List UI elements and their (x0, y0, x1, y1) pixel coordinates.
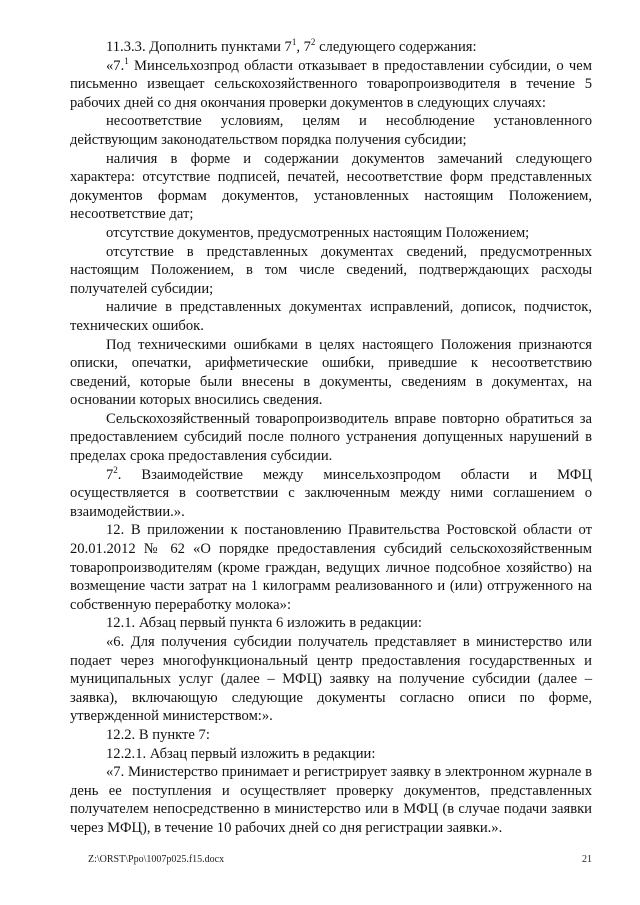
paragraph-condition-5: наличие в представленных документах исправлений, дописок, подчисток, технических ошибок. (70, 299, 592, 334)
paragraph-6-text: «6. Для получения субсидии получатель представляет в министерство или подает через многофункциональный центр предоставления государственных и муниципальных услуг (далее – МФЦ) заявку на получение субсидии (далее – заявка), включающую следующие документы согласно описи по форме, утвержденной министерством:». (70, 634, 592, 725)
paragraph-7-text: «7. Министерство принимает и регистрирует заявку в электронном журнале в день ее поступления и осуществляет проверку документов, представленных получателем непосредственно в министерство или в МФЦ (в случае подачи заявки через МФЦ), в течение 10 рабочих дней со дня регистрации заявки.». (70, 764, 592, 836)
page-number: 21 (582, 854, 592, 865)
paragraph-7-2: $7^2$. Взаимодействие между минсельхозпродом области и МФЦ осуществляется в соответствии с заключенным между ними соглашением о взаимодействии.». (70, 464, 592, 520)
paragraph-12-1: 12.1. Абзац первый пункта 6 изложить в редакции: (106, 615, 422, 632)
paragraph-12-2-1: 12.2.1. Абзац первый изложить в редакции: (106, 745, 376, 762)
paragraph-12-2: 12.2. В пункте 7: (106, 726, 210, 743)
paragraph-condition-2: наличия в форме и содержании документов замечаний следующего характера: отсутствие подписей, печатей, несоответствие форм представленных документов формам документов, установленных настоящим Положением, несоответствие дат; (70, 150, 592, 223)
paragraph-condition-1: несоответствие условиям, целям и несоблюдение установленного действующим законодательством порядка получения субсидии; (70, 113, 592, 148)
file-path: Z:\ORST\Ppo\1007p025.f15.docx (88, 854, 225, 865)
paragraph-condition-3: отсутствие документов, предусмотренных настоящим Положением; (106, 224, 530, 241)
paragraph-condition-4: отсутствие в представленных документах сведений, предусмотренных настоящим Положением, в том числе сведений, подтверждающих расходы получателей субсидии; (70, 243, 592, 297)
paragraph-11-3-3: 11.3.3. Дополнить пунктами $7^1$, $7^2$ следующего содержания: (106, 37, 477, 55)
document-body (70, 38, 592, 838)
paragraph-12: 12. В приложении к постановлению Правительства Ростовской области от 20.01.2012 № 62 «О порядке предоставления субсидий сельскохозяйственным товаропроизводителям (кроме граждан, ведущих личное подсобное хозяйство) на возмещение части затрат на 1 килограмм реализованного и (или) отгруженного на собственную переработку молока»: (70, 522, 592, 613)
paragraph-technical-errors: Под техническими ошибками в целях настоящего Положения признаются описки, опечатки, арифметические ошибки, приведшие к несоответствию сведений, которые были внесены в документы, сведениям в документах, на основании которых вносились сведения. (70, 336, 592, 409)
paragraph-7-1: «7.$^1$ Минсельхозпрод области отказывает в предоставлении субсидии, о чем письменно извещает сельскохозяйственного товаропроизводителя в течение 5 рабочих дней со дня окончания проверки документов в следующих случаях: (70, 55, 592, 111)
paragraph-reapply: Сельскохозяйственный товаропроизводитель вправе повторно обратиться за предоставлением субсидий после полного устранения допущенных нарушений в пределах срока предоставления субсидии. (70, 410, 592, 465)
